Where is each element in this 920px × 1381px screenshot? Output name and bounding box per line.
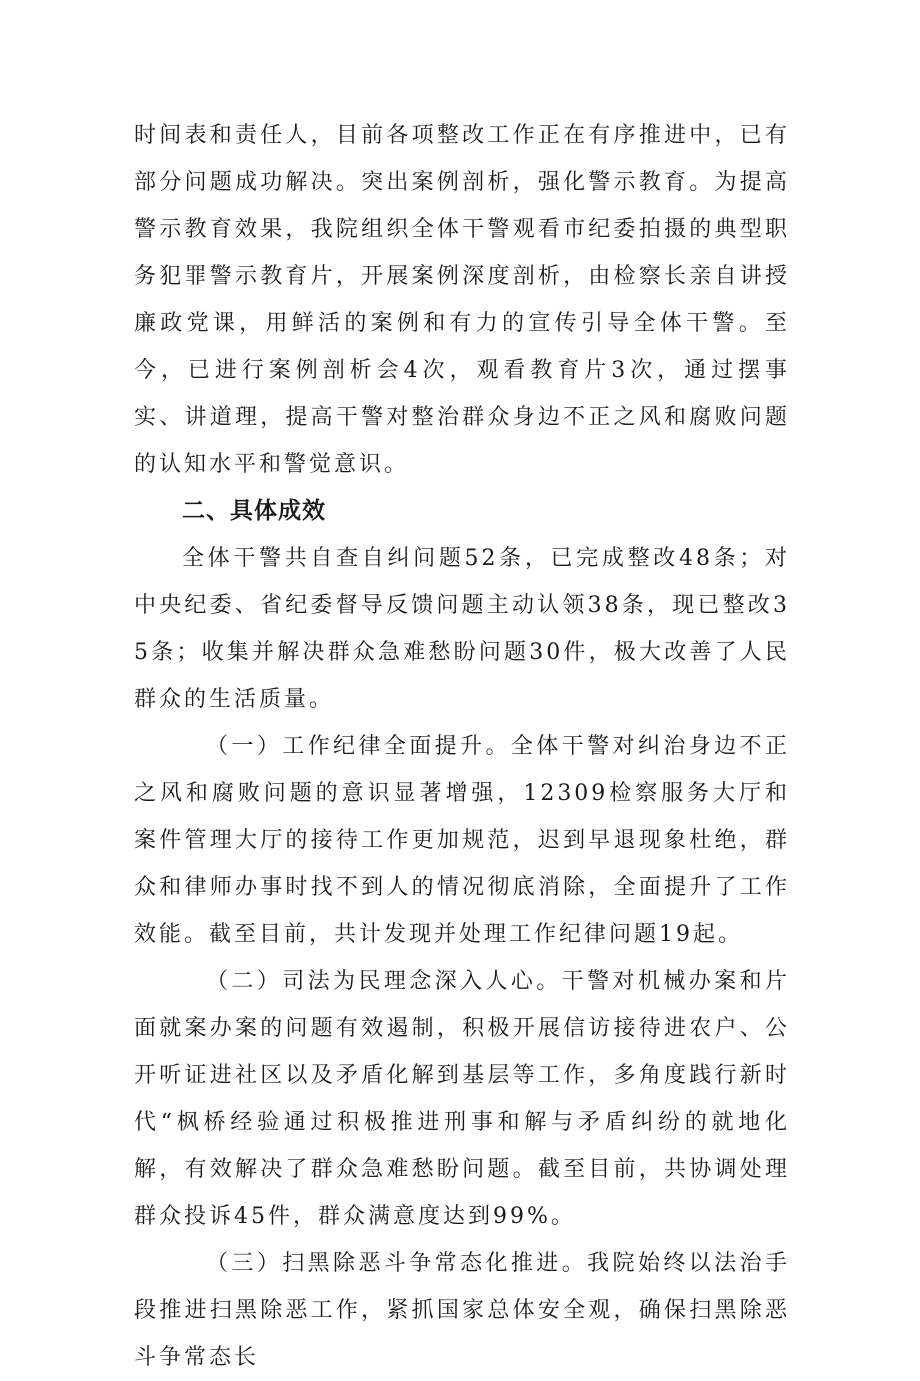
paragraph-discipline: （一）工作纪律全面提升。全体干警对纠治身边不正之风和腐败问题的意识显著增强，12309检察服务大厅和案件管理大厅的接待工作更加规范，迟到早退现象杜绝，群众和律师办事时找不到人的情况彻底消除，全面提升了工作效能。截至目前，共计发现并处理工作纪律问题19起。 — [134, 734, 790, 947]
paragraph-anti-crime: （三）扫黑除恶斗争常态化推进。我院始终以法治手段推进扫黑除恶工作，紧抓国家总体安全观，确保扫黑除恶斗争常态长 — [134, 1251, 790, 1370]
paragraph-summary: 全体干警共自查自纠问题52条，已完成整改48条；对中央纪委、省纪委督导反馈问题主动认领38条，现已整改35条；收集并解决群众急难愁盼问题30件，极大改善了人民群众的生活质量。 — [134, 546, 790, 712]
paragraph-intro: 时间表和责任人，目前各项整改工作正在有序推进中，已有部分问题成功解决。突出案例剖析，强化警示教育。为提高警示教育效果，我院组织全体干警观看市纪委拍摄的典型职务犯罪警示教育片，开展案例深度剖析，由检察长亲自讲授廉政党课，用鲜活的案例和有力的宣传引导全体干警。至今，已进行案例剖析会4次，观看教育片3次，通过摆事实、讲道理，提高干警对整治群众身边不正之风和腐败问题的认知水平和警觉意识。 — [134, 123, 790, 477]
section-heading-results: 二、具体成效 — [182, 498, 326, 524]
document-body — [134, 112, 790, 1381]
paragraph-justice: （二）司法为民理念深入人心。干警对机械办案和片面就案办案的问题有效遏制，积极开展信访接待进农户、公开听证进社区以及矛盾化解到基层等工作，多角度践行新时代“枫桥经验通过积极推进刑事和解与矛盾纠纷的就地化解，有效解决了群众急难愁盼问题。截至目前，共协调处理群众投诉45件，群众满意度达到99%。 — [134, 969, 790, 1229]
